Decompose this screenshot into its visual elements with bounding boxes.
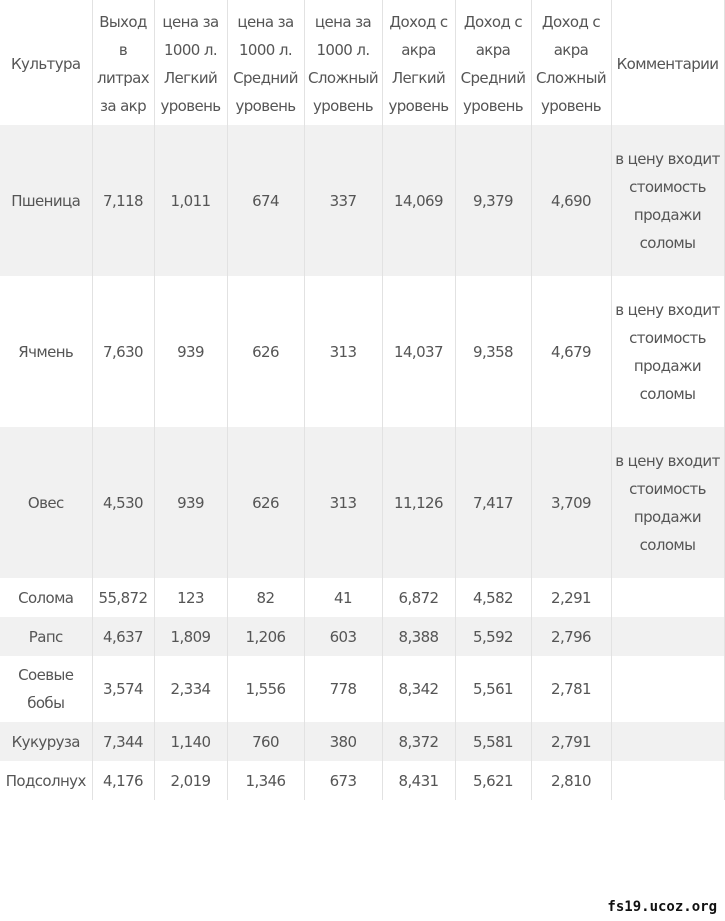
cell-comment: в цену входит стоимость продажи соломы: [611, 427, 724, 578]
cell-yield: 7,118: [92, 125, 154, 276]
header-crop: Культура: [0, 0, 92, 125]
cell-income-easy: 6,872: [382, 578, 455, 617]
cell-income-hard: 4,679: [531, 276, 611, 427]
cell-price-hard: 41: [304, 578, 382, 617]
cell-price-hard: 603: [304, 617, 382, 656]
cell-comment: [611, 578, 724, 617]
cell-crop: Соевые бобы: [0, 656, 92, 722]
header-income-easy: Доход с акра Легкий уровень: [382, 0, 455, 125]
table-row: [0, 617, 724, 656]
cell-income-medium: 5,561: [455, 656, 531, 722]
header-price-medium: цена за 1000 л. Средний уровень: [227, 0, 304, 125]
cell-crop: Рапс: [0, 617, 92, 656]
header-price-easy: цена за 1000 л. Легкий уровень: [154, 0, 227, 125]
cell-income-medium: 5,581: [455, 722, 531, 761]
header-income-medium: Доход с акра Средний уровень: [455, 0, 531, 125]
cell-price-easy: 1,011: [154, 125, 227, 276]
cell-comment: [611, 656, 724, 722]
cell-income-hard: 3,709: [531, 427, 611, 578]
cell-crop: Овес: [0, 427, 92, 578]
cell-price-medium: 1,346: [227, 761, 304, 800]
cell-price-medium: 626: [227, 427, 304, 578]
cell-income-easy: 14,037: [382, 276, 455, 427]
cell-crop: Ячмень: [0, 276, 92, 427]
cell-yield: 55,872: [92, 578, 154, 617]
cell-crop: Подсолнух: [0, 761, 92, 800]
cell-income-hard: 2,791: [531, 722, 611, 761]
cell-comment: в цену входит стоимость продажи соломы: [611, 125, 724, 276]
cell-price-medium: 674: [227, 125, 304, 276]
cell-comment: [611, 617, 724, 656]
cell-income-medium: 9,379: [455, 125, 531, 276]
cell-price-easy: 2,019: [154, 761, 227, 800]
cell-yield: 7,344: [92, 722, 154, 761]
table-row: [0, 761, 724, 800]
cell-price-medium: 1,556: [227, 656, 304, 722]
cell-crop: Кукуруза: [0, 722, 92, 761]
header-price-hard: цена за 1000 л. Сложный уровень: [304, 0, 382, 125]
cell-income-hard: 4,690: [531, 125, 611, 276]
cell-comment: [611, 722, 724, 761]
cell-price-hard: 337: [304, 125, 382, 276]
cell-yield: 7,630: [92, 276, 154, 427]
table-row: [0, 125, 724, 276]
header-yield: Выход в литрах за акр: [92, 0, 154, 125]
watermark: fs19.ucoz.org: [607, 899, 717, 915]
cell-yield: 4,176: [92, 761, 154, 800]
cell-income-hard: 2,796: [531, 617, 611, 656]
cell-price-hard: 313: [304, 427, 382, 578]
cell-price-easy: 123: [154, 578, 227, 617]
cell-price-medium: 760: [227, 722, 304, 761]
table-row: [0, 722, 724, 761]
cell-price-medium: 82: [227, 578, 304, 617]
cell-comment: [611, 761, 724, 800]
cell-yield: 4,637: [92, 617, 154, 656]
cell-crop: Солома: [0, 578, 92, 617]
cell-income-easy: 8,431: [382, 761, 455, 800]
cell-income-easy: 11,126: [382, 427, 455, 578]
cell-income-medium: 4,582: [455, 578, 531, 617]
cell-price-easy: 939: [154, 427, 227, 578]
cell-crop: Пшеница: [0, 125, 92, 276]
cell-price-hard: 313: [304, 276, 382, 427]
cell-yield: 3,574: [92, 656, 154, 722]
cell-price-easy: 939: [154, 276, 227, 427]
cell-income-medium: 9,358: [455, 276, 531, 427]
header-income-hard: Доход с акра Сложный уровень: [531, 0, 611, 125]
cell-price-easy: 1,140: [154, 722, 227, 761]
cell-income-medium: 7,417: [455, 427, 531, 578]
cell-income-easy: 8,342: [382, 656, 455, 722]
cell-price-easy: 2,334: [154, 656, 227, 722]
cell-income-hard: 2,291: [531, 578, 611, 617]
cell-yield: 4,530: [92, 427, 154, 578]
cell-price-hard: 380: [304, 722, 382, 761]
cell-price-hard: 778: [304, 656, 382, 722]
cell-comment: в цену входит стоимость продажи соломы: [611, 276, 724, 427]
cell-price-easy: 1,809: [154, 617, 227, 656]
cell-price-medium: 1,206: [227, 617, 304, 656]
cell-income-medium: 5,592: [455, 617, 531, 656]
cell-price-hard: 673: [304, 761, 382, 800]
cell-income-hard: 2,810: [531, 761, 611, 800]
header-row: [0, 0, 724, 125]
cell-price-medium: 626: [227, 276, 304, 427]
cell-income-easy: 8,372: [382, 722, 455, 761]
table-row: [0, 427, 724, 578]
header-comments: Комментарии: [611, 0, 724, 125]
cell-income-medium: 5,621: [455, 761, 531, 800]
cell-income-easy: 14,069: [382, 125, 455, 276]
table-row: [0, 276, 724, 427]
cell-income-easy: 8,388: [382, 617, 455, 656]
table-row: [0, 656, 724, 722]
table-row: [0, 578, 724, 617]
cell-income-hard: 2,781: [531, 656, 611, 722]
